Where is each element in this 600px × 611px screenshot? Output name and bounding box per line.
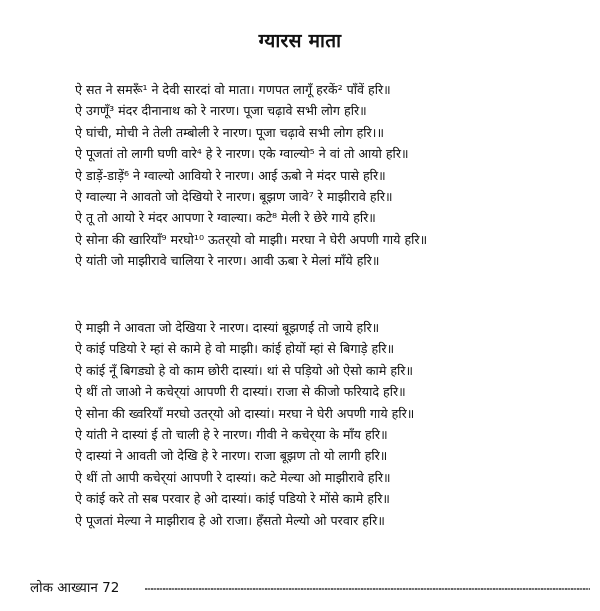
verse-line: ऐ तू तो आयो रे मंदर आपणा रे ग्वाल्या। कटे⁸ मेली रे छेरे गाये हरि॥ [75, 210, 376, 226]
page-title: ग्यारस माता [258, 29, 342, 52]
verse-line: ऐ कांई पडियो रे म्हां से कामे हे वो माझी। कांई होयों म्हां से बिगाड़े हरि॥ [75, 341, 395, 357]
verse-line: ऐ सत ने समरूँ¹ ने देवी सारदां वो माता। गणपत लागूँ हरकें² पाँवें हरि॥ [75, 82, 391, 97]
verse-line: ऐ माझी ने आवता जो देखिया रे नारण। दास्यां बूझणई तो जाये हरि॥ [75, 320, 380, 335]
verse-line: ऐ यांती जो माझीरावे चालिया रे नारण। आवी ऊबा रे मेलां माँये हरि॥ [75, 253, 380, 269]
verse-line: ऐ थीं तो आपी कचेर्‌यां आपणी रे दास्यां। कटे मेल्या ओ माझीरावे हरि॥ [75, 469, 391, 485]
verse-line: ऐ डाड़ें-डाड़ें⁶ ने ग्वाल्यो आवियो रे नारण। आई ऊबो ने मंदर पासे हरि॥ [75, 167, 386, 183]
verse-line: ऐ कांई करे तो सब परवार हे ओ दास्यां। कांई पडियो रे मोंसे कामे हरि॥ [75, 491, 390, 507]
verse-line: ऐ कांई नूँ बिगड्यो हे वो काम छोरी दास्यां। थां से पड़ियो ओ ऐसो कामे हरि॥ [75, 362, 413, 378]
stanza-1 [75, 79, 585, 272]
verse-line: ऐ सोना की खारियाँ⁹ मरघो¹⁰ ऊतर्‌यो वो माझी। मरघा ने घेरी अपणी गाये हरि॥ [75, 231, 428, 247]
page-footer [30, 578, 590, 598]
verse-line: ऐ पूजतां तो लागी घणी वारे⁴ हे रे नारण। एके ग्वाल्यो⁵ ने वां तो आयो हरि॥ [75, 146, 409, 162]
footer-rule [145, 588, 590, 590]
verse-line: ऐ ग्वाल्या ने आवतो जो देखियो रे नारण। बूझण जावे⁷ रे माझीरावे हरि॥ [75, 188, 393, 204]
verse-line: ऐ दास्यां ने आवती जो देखि हे रे नारण। राजा बूझण तो यो लागी हरि॥ [75, 448, 388, 464]
verse-line: ऐ यांती ने दास्यां ई तो चाली हे रे नारण। गीवी ने कचेर्‌या के माँय हरि॥ [75, 426, 388, 442]
verse-line: ऐ उगणूँ³ मंदर दीनानाथ को रे नारण। पूजा चढ़ावे सभी लोग हरि॥ [75, 103, 367, 119]
verse-line: ऐ थीं तो जाओ ने कचेर्‌यां आपणी री दास्यां। राजा से कीजो फरियादे हरि॥ [75, 384, 406, 400]
verse-line: ऐ घांची, मोची ने तेली तम्बोली रे नारण। पूजा चढ़ावे सभी लोग हरि।॥ [75, 124, 384, 140]
verse-line: ऐ पूजतां मेल्या ने माझीराव हे ओ राजा। हँसतो मेल्यो ओ परवार हरि॥ [75, 512, 385, 528]
stanza-2 [75, 317, 585, 531]
verse-line: ऐ सोना की ख्वरियाँ मरघो उतर्‌यो ओ दास्यां। मरघा ने घेरी अपणी गाये हरि॥ [75, 405, 415, 421]
footer-page-label: लोक आख्यान 72 [30, 578, 125, 598]
